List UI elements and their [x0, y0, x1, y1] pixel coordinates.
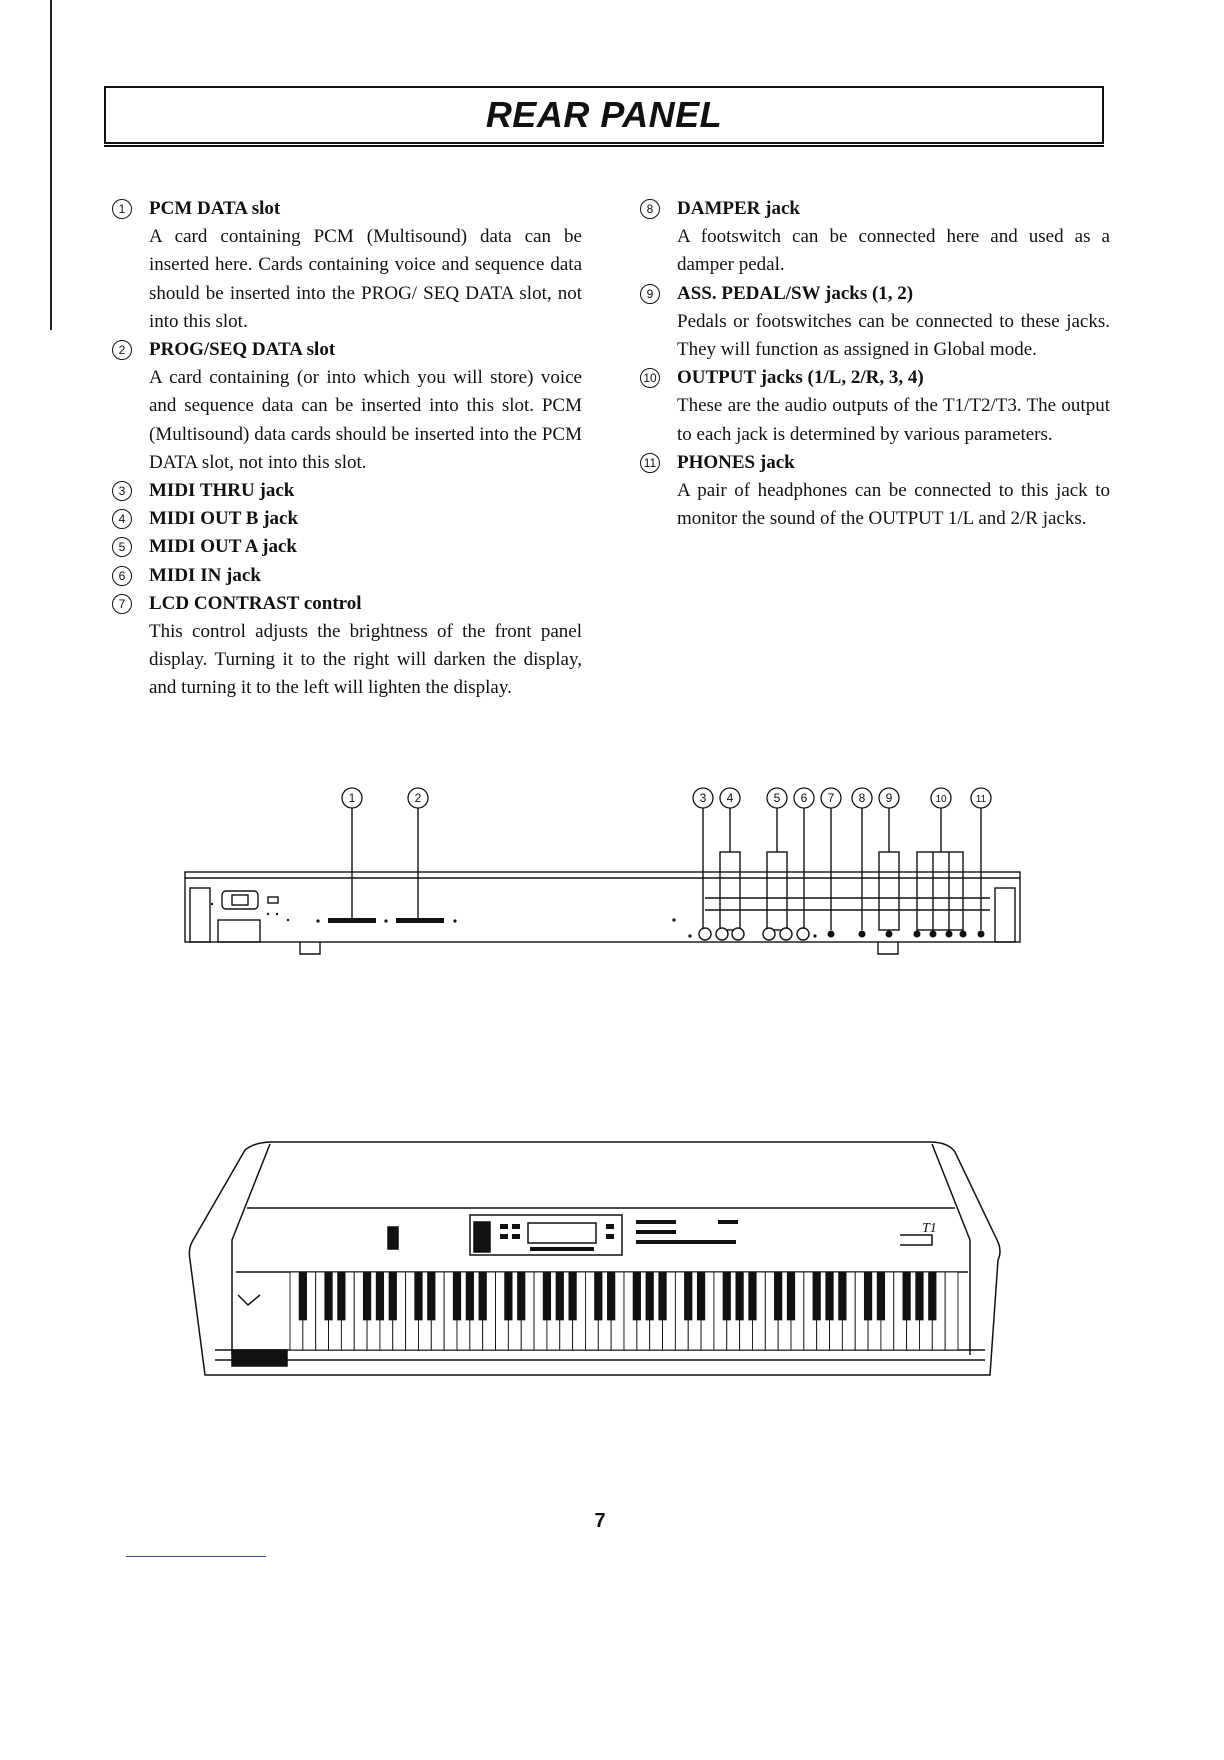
black-key: [903, 1272, 911, 1320]
rear-panel-diagram: [0, 760, 1224, 1760]
black-key: [543, 1272, 551, 1320]
pedal-jack: [859, 931, 866, 938]
item-description: These are the audio outputs of the T1/T2/T3. The output to each jack is determined by various parameters.: [677, 395, 1110, 445]
black-key: [556, 1272, 564, 1320]
keyboard-logo: T1: [922, 1221, 937, 1236]
list-item: [112, 562, 582, 590]
midi-out-a-jack: [732, 928, 744, 940]
list-item: [640, 449, 1110, 534]
callout-4: 4: [726, 791, 734, 805]
item-description: A card containing PCM (Multisound) data can be inserted here. Cards containing voice and sequence data should be inserted into the PROG/ SEQ DATA slot, not into this slot.: [149, 226, 582, 332]
black-key: [915, 1272, 923, 1320]
black-key: [658, 1272, 666, 1320]
black-key: [324, 1272, 332, 1320]
callout-6: 6: [800, 791, 808, 805]
black-key: [877, 1272, 885, 1320]
black-key: [633, 1272, 641, 1320]
margin-rule: [50, 0, 52, 330]
jack: [780, 928, 792, 940]
rear-panel-body: [185, 872, 1020, 942]
black-key: [414, 1272, 422, 1320]
list-item: [112, 195, 582, 336]
callout-8: 8: [858, 791, 866, 805]
black-key: [787, 1272, 795, 1320]
black-key: [684, 1272, 692, 1320]
item-heading: LCD CONTRAST control: [149, 592, 362, 614]
page-number: 7: [594, 1510, 606, 1532]
item-number: 4: [112, 509, 132, 529]
black-key: [337, 1272, 345, 1320]
callout-2: 2: [414, 791, 422, 805]
output-jack: [960, 931, 967, 938]
item-number: 6: [112, 566, 132, 586]
item-heading: DAMPER jack: [677, 198, 800, 219]
item-heading: MIDI OUT B jack: [149, 508, 299, 530]
item-heading: ASS. PEDAL/SW jacks (1, 2): [677, 282, 914, 304]
item-description: A card containing (or into which you will store) voice and sequence data can be inserted into this slot. PCM (Multisound) data cards should be inserted into the PCM DATA slot, not into this slot.: [149, 367, 582, 473]
black-key: [748, 1272, 756, 1320]
black-key: [736, 1272, 744, 1320]
item-heading: PCM DATA slot: [149, 198, 281, 219]
callout-3: 3: [699, 791, 707, 805]
callout-1: 1: [348, 791, 356, 805]
black-key: [363, 1272, 371, 1320]
item-heading: MIDI OUT A jack: [149, 536, 297, 558]
black-key: [838, 1272, 846, 1320]
list-item: [640, 280, 1110, 365]
black-key: [646, 1272, 654, 1320]
keyboard-buttons: [500, 1220, 738, 1251]
black-key: [594, 1272, 602, 1320]
list-item: [640, 364, 1110, 449]
item-number: 3: [112, 481, 132, 501]
callout-10: 10: [935, 794, 947, 805]
black-key: [697, 1272, 705, 1320]
black-key: [864, 1272, 872, 1320]
phones-jack: [978, 931, 985, 938]
item-heading: OUTPUT jacks (1/L, 2/R, 3, 4): [677, 367, 924, 389]
power-switch: [268, 897, 278, 903]
item-number: 9: [640, 284, 660, 304]
jack: [797, 928, 809, 940]
pcm-data-slot: [328, 918, 376, 923]
black-key: [569, 1272, 577, 1320]
callout-7: 7: [827, 791, 835, 805]
foot: [878, 942, 898, 954]
list-item: [112, 505, 582, 533]
lcd-display: [528, 1223, 596, 1243]
footer-rule: [126, 1556, 266, 1557]
damper-jack: [828, 931, 835, 938]
black-key: [825, 1272, 833, 1320]
pedal-jack: [886, 931, 893, 938]
midi-thru-jack: [699, 928, 711, 940]
black-key: [389, 1272, 397, 1320]
list-item: [112, 533, 582, 561]
page-title: REAR PANEL: [485, 94, 723, 135]
black-key: [299, 1272, 307, 1320]
black-key: [813, 1272, 821, 1320]
black-key: [453, 1272, 461, 1320]
item-number: 1: [112, 199, 132, 219]
black-key: [774, 1272, 782, 1320]
power-inlet: [222, 891, 258, 909]
white-key: [945, 1272, 958, 1350]
callout-9: 9: [885, 791, 893, 805]
item-heading: PROG/SEQ DATA slot: [149, 339, 336, 361]
item-description: Pedals or footswitches can be connected to these jacks. They will function as assigned in Global mode.: [677, 310, 1110, 361]
black-key: [376, 1272, 384, 1320]
callout-11: 11: [975, 794, 987, 805]
title-box: [104, 86, 1104, 144]
item-heading: MIDI THRU jack: [149, 480, 295, 502]
volume-slider: [388, 1227, 398, 1249]
item-description: A pair of headphones can be connected to this jack to monitor the sound of the OUTPUT 1/L and 2/R jacks.: [677, 480, 1110, 530]
item-number: 7: [112, 594, 132, 614]
item-description: This control adjusts the brightness of the front panel display. Turning it to the right will darken the display, and turning it to the left will lighten the display.: [149, 621, 582, 699]
black-key: [466, 1272, 474, 1320]
black-key: [607, 1272, 615, 1320]
black-key: [723, 1272, 731, 1320]
black-key: [504, 1272, 512, 1320]
callout-5: 5: [773, 791, 781, 805]
black-key: [427, 1272, 435, 1320]
black-key: [517, 1272, 525, 1320]
list-item: [112, 477, 582, 505]
black-key: [928, 1272, 936, 1320]
output-jack: [930, 931, 937, 938]
item-number: 5: [112, 537, 132, 557]
midi-in-jack: [763, 928, 775, 940]
foot: [300, 942, 320, 954]
black-key: [479, 1272, 487, 1320]
item-number: 11: [640, 453, 660, 473]
left-column: [112, 195, 582, 703]
item-number: 8: [640, 199, 660, 219]
list-item: [640, 195, 1110, 280]
midi-out-b-jack: [716, 928, 728, 940]
output-jack: [946, 931, 953, 938]
keyboard-keys: [290, 1272, 958, 1350]
output-jack: [914, 931, 921, 938]
list-item: [112, 590, 582, 703]
item-number: 2: [112, 340, 132, 360]
list-item: [112, 336, 582, 477]
item-heading: PHONES jack: [677, 451, 795, 473]
item-heading: MIDI IN jack: [149, 564, 261, 586]
item-number: 10: [640, 368, 660, 388]
item-description: A footswitch can be connected here and used as a damper pedal.: [677, 226, 1110, 276]
prog-seq-data-slot: [396, 918, 444, 923]
right-column: [640, 195, 1110, 533]
